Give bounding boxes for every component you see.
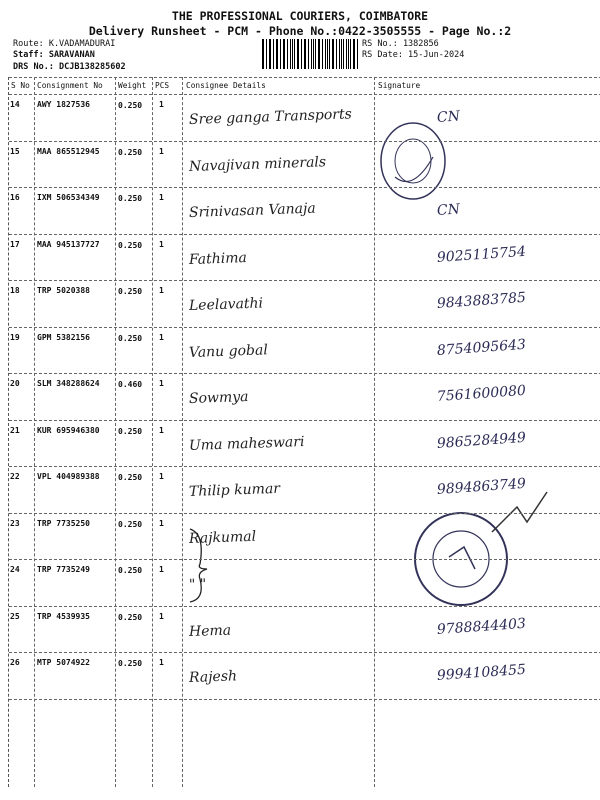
row-sno: 19 xyxy=(10,332,20,342)
row-sno: 17 xyxy=(10,239,20,249)
row-sno: 14 xyxy=(10,100,20,109)
row-pcs: 1 xyxy=(159,332,164,342)
drs-number: DRS No.: DCJB138285602 xyxy=(13,62,126,72)
row-pcs: 1 xyxy=(159,193,164,202)
row-divider xyxy=(9,234,600,235)
row-weight: 0.250 xyxy=(118,287,143,296)
row-weight: 0.250 xyxy=(118,659,143,668)
row-consignee-handwritten: Fathima xyxy=(188,249,248,268)
row-consignment-no: TRP 7735250 xyxy=(37,518,90,528)
row-pcs: 1 xyxy=(159,565,164,574)
row-sno: 23 xyxy=(10,518,20,528)
col-header-sno: S No xyxy=(11,81,30,90)
row-weight: 0.250 xyxy=(118,147,143,157)
row-divider xyxy=(9,141,600,142)
col-header-consignee: Consignee Details xyxy=(186,81,266,90)
col-header-weight: Weight xyxy=(118,81,147,90)
row-weight: 0.250 xyxy=(118,566,143,575)
row-consignee-handwritten: " " xyxy=(188,576,207,593)
row-sno: 20 xyxy=(10,379,20,388)
row-consignee-handwritten: Srinivasan Vanaja xyxy=(188,200,316,221)
row-divider xyxy=(9,373,600,374)
row-consignment-no: GPM 5382156 xyxy=(37,332,90,342)
barcode-bar xyxy=(287,39,288,69)
row-sno: 25 xyxy=(10,611,20,621)
table-top-line xyxy=(9,77,600,78)
row-sno: 24 xyxy=(10,565,20,574)
row-weight: 0.250 xyxy=(118,194,143,203)
row-weight: 0.250 xyxy=(118,101,143,110)
row-signature: 9994108455 xyxy=(436,661,527,684)
row-consignment-no: MAA 865512945 xyxy=(37,146,100,156)
row-consignee-handwritten: Navajivan minerals xyxy=(188,153,327,175)
col-header-pcs: PCS xyxy=(155,81,170,90)
row-consignment-no: AWY 1827536 xyxy=(37,100,90,109)
row-consignee-handwritten: Rajkumal xyxy=(188,528,257,547)
row-divider xyxy=(9,420,600,421)
row-consignment-no: TRP 4539935 xyxy=(37,611,90,621)
row-divider xyxy=(9,606,600,607)
row-consignee-handwritten: Vanu gobal xyxy=(188,341,269,361)
col-divider xyxy=(115,77,116,787)
col-divider xyxy=(34,77,35,787)
rs-date: RS Date: 15-Jun-2024 xyxy=(362,50,465,60)
row-sno: 26 xyxy=(10,658,20,667)
row-divider xyxy=(9,699,600,700)
row-consignment-no: VPL 404989388 xyxy=(37,472,100,481)
row-pcs: 1 xyxy=(159,518,164,528)
row-sno: 16 xyxy=(10,193,20,202)
row-divider xyxy=(9,466,600,467)
row-weight: 0.250 xyxy=(118,473,143,482)
row-consignment-no: MTP 5074922 xyxy=(37,658,90,667)
barcode xyxy=(262,39,360,69)
barcode-bar xyxy=(346,39,347,69)
row-pcs: 1 xyxy=(159,611,164,621)
row-divider xyxy=(9,187,600,188)
row-consignee-handwritten: Leelavathi xyxy=(188,295,264,314)
row-weight: 0.250 xyxy=(118,426,143,436)
row-sno: 22 xyxy=(10,472,20,481)
row-pcs: 1 xyxy=(159,425,164,435)
row-divider xyxy=(9,652,600,653)
row-signature: 9025115754 xyxy=(436,243,527,266)
row-pcs: 1 xyxy=(159,239,164,249)
row-consignee-handwritten: Rajesh xyxy=(188,668,238,686)
row-weight: 0.250 xyxy=(118,333,143,343)
header-bottom-line xyxy=(9,94,600,95)
col-divider xyxy=(152,77,153,787)
row-consignee-handwritten: Sree ganga Transports xyxy=(188,106,353,128)
row-weight: 0.250 xyxy=(118,612,143,622)
row-pcs: 1 xyxy=(159,100,164,109)
row-consignment-no: KUR 695946380 xyxy=(37,425,100,435)
row-signature: 9788844403 xyxy=(436,615,527,638)
col-header-signature: Signature xyxy=(378,81,421,90)
row-signature: 8754095643 xyxy=(436,336,527,359)
row-consignment-no: SLM 348288624 xyxy=(37,379,100,388)
row-divider xyxy=(9,559,600,560)
barcode-bar xyxy=(305,39,306,69)
row-signature: 9894863749 xyxy=(436,475,527,498)
col-divider xyxy=(182,77,183,787)
row-consignment-no: TRP 7735249 xyxy=(37,565,90,574)
col-header-consignment: Consignment No xyxy=(37,81,103,90)
row-pcs: 1 xyxy=(159,658,164,667)
row-signature: 7561600080 xyxy=(436,382,527,405)
row-pcs: 1 xyxy=(159,472,164,481)
page-title: THE PROFESSIONAL COURIERS, COIMBATORE xyxy=(171,9,429,23)
staff-label: Staff: SARAVANAN xyxy=(13,50,95,60)
rs-number: RS No.: 1382856 xyxy=(362,39,439,49)
row-signature: CN xyxy=(436,108,461,126)
barcode-bar xyxy=(322,39,323,69)
row-pcs: 1 xyxy=(159,146,164,156)
barcode-bar xyxy=(270,39,271,69)
row-sno: 15 xyxy=(10,146,20,156)
row-weight: 0.250 xyxy=(118,519,143,529)
row-signature: CN xyxy=(436,201,461,219)
row-divider xyxy=(9,513,600,514)
page-subtitle: Delivery Runsheet - PCM - Phone No.:0422-3505555 - Page No.:2 xyxy=(88,24,512,38)
mines-stamp xyxy=(375,117,455,207)
row-sno: 18 xyxy=(10,286,20,295)
row-pcs: 1 xyxy=(159,379,164,388)
row-pcs: 1 xyxy=(159,286,164,295)
row-divider xyxy=(9,327,600,328)
row-signature: 9865284949 xyxy=(436,429,527,452)
row-consignee-handwritten: Hema xyxy=(188,622,232,640)
row-consignee-handwritten: Uma maheswari xyxy=(188,433,305,454)
row-weight: 0.250 xyxy=(118,240,143,250)
row-sno: 21 xyxy=(10,425,20,435)
row-signature: 9843883785 xyxy=(436,289,527,312)
runsheet-table xyxy=(8,77,600,787)
row-consignment-no: TRP 5020388 xyxy=(37,286,90,295)
row-consignee-handwritten: Thilip kumar xyxy=(188,480,281,500)
row-consignment-no: IXM 506534349 xyxy=(37,193,100,202)
row-weight: 0.460 xyxy=(118,380,143,389)
row-divider xyxy=(9,280,600,281)
row-consignment-no: MAA 945137727 xyxy=(37,239,100,249)
route-label: Route: K.VADAMADURAI xyxy=(13,39,116,49)
row-consignee-handwritten: Sowmya xyxy=(188,388,249,407)
